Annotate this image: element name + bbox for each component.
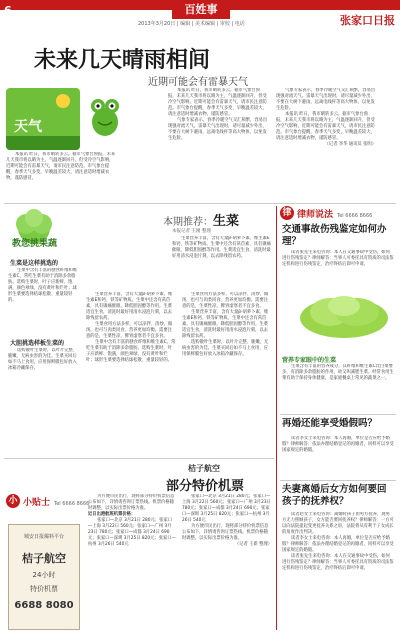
question-heading-2: 大胆挑选样板生菜的 bbox=[10, 340, 65, 347]
airline-advertisement: 城安日报爆料平台 桔子航空 24小时 特价机票 6688 8080 bbox=[8, 524, 80, 630]
lawyer-badge-icon: 律 bbox=[280, 206, 294, 220]
weather-article-intro: 本报讯 昨日，我市晴转多云。据市气象台预报，未来几天我市将以晴为主，气温逐渐回升，但受冷空气影响，近期可能会有雷暴天气，请市民注意防范。市气象台提醒，春季天气多变，早晚温差较大，请注意适时增减衣物，谨防感冒。 bbox=[6, 152, 116, 181]
airline-title: 部分特价机票 bbox=[166, 479, 245, 494]
question-body-1: 生菜中含有丰富的膳食纤维和维生素C，常吃生菜有助于消除多余脂肪。选购生菜时，叶子应新鲜、饱满，颜色翠绿，没有黄叶和烂叶；球形生菜要选择结球松散、重量较轻的。 bbox=[8, 268, 78, 303]
weather-article-col2: 气象专家表示，春季冷暖空气交汇频繁，容易出现强对流天气。雷暴天气出现时，请尽量减少外出，不要在大树下避雨，远离电线杆等高大物体，以免发生危险。 本报讯 昨日，我市晴转多云。据市气象台预报，未来几天我市将以晴为主，气温逐渐回升，但受冷空气影响，近期可能会有雷暴天气，请市民注意防范。市气象台提醒，春季天气多变，早晚温差较大，请注意适时增减衣物，谨防感冒。 （记者 李华 通讯员 张明） bbox=[276, 88, 376, 147]
main-subhead: 近期可能会有雷暴天气 bbox=[148, 77, 248, 88]
question-heading-1: 生菜是这样挑选的 bbox=[10, 260, 59, 267]
section-divider bbox=[4, 203, 396, 204]
lawyer-column-name: 律师说法 bbox=[297, 209, 334, 220]
side-divider-2 bbox=[280, 480, 396, 481]
grass-decoration bbox=[6, 136, 80, 150]
tips-divider bbox=[4, 458, 274, 459]
cabbage-article-col2: 生菜营养丰富，含有大量β-胡萝卜素、维生素E和钙、铁等矿物质。生菜中还含有莴苣素，具有镇痛催眠、降低胆固醇等作用。生菜适宜生食，清洗时最好用清水浸泡片刻，以去除残留农药。 生菜食用方法多样，可以凉拌、清炒、做汤，也可与肉类同食，营养更加均衡。需要注意的是，生菜性凉，脾胃虚寒者不宜多食。 生菜中含有丰富的膳食纤维和维生素C，常吃生菜有助于消除多余脂肪。选购生菜时，叶子应新鲜、饱满，颜色翠绿，没有黄叶和烂叶；球形生菜要选择结球松散、重量较轻的。 bbox=[86, 292, 176, 363]
lawyer-article-3-title: 夫妻离婚后女方如何要回孩子的抚养权？ bbox=[282, 484, 387, 507]
cabbage-byline: 本报记者 王刚 整理 bbox=[172, 229, 211, 234]
tips-header: 小 小贴士 Tel 6666 8666 bbox=[6, 494, 89, 508]
main-headline: 未来几天晴雨相间 bbox=[34, 48, 211, 73]
nutrition-expert-title: 营养专家眼中的生菜 bbox=[282, 357, 337, 364]
lawyer-article-1-body: 读者张先生来电咨询：本人在交通事故中受伤，如何进行伤残鉴定？律师解答：当事人可委托具有资质的司法鉴定机构进行伤残鉴定，治疗终结后即可申请。 bbox=[282, 250, 394, 267]
lawyer-article-2-title: 再婚还能享受婚假吗？ bbox=[282, 418, 378, 429]
lawyer-column-header: 律 律师说法 Tel 6666 8666 bbox=[280, 206, 372, 220]
airline-price-list: 张家口—北京 3月21日 280元；张家口—上海 3月22日 560元；张家口—广州 3月23日 780元；张家口—成都 3月24日 690元；张家口—深圳 3月25日 820元；张家口—杭州 3月26日 540元 为方便市民出行，现将部分特价机票信息公布如下，详情请咨询订票热线。机票价格随时调整，以实际出票价格为准。 （记者 王新 整理） bbox=[182, 494, 272, 547]
fruit-veg-column-title: 教您挑果蔬 bbox=[12, 239, 58, 249]
lettuce-photo bbox=[295, 288, 393, 340]
airline-intro: 为方便市民出行，现将部分特价机票信息公布如下，详情请咨询订票热线。机票价格随时调整，以实际出票价格为准。 近日出港航班机票价格： 张家口—北京 3月21日 280元；张家口—上海 3月22日 560元；张家口—广州 3月23日 780元；张家口—成都 3月24日 690元；张家口—深圳 3月25日 820元；张家口—杭州 3月26日 540元 bbox=[88, 494, 176, 547]
lawyer-article-1-title: 交通事故伤残鉴定如何办理？ bbox=[282, 224, 387, 247]
column-title: 百姓事 bbox=[172, 1, 230, 19]
nutrition-expert-body: 生菜含有丰富的营养成分，其纤维和维生素C比白菜要多，有消除多余脂肪的作用，故又叫减肥生菜。经常食用生菜有助于保持身体健康，是家庭餐桌上常见的蔬菜之一。 bbox=[282, 364, 394, 381]
lawyer-hotline: 6666 8666 bbox=[345, 212, 373, 219]
dateline: 2013年3月20日 | 编辑 | 美术编辑 | 审校 | 电话 bbox=[138, 21, 245, 27]
weather-article-col1: 本报讯 昨日，我市晴转多云。据市气象台预报，未来几天我市将以晴为主，气温逐渐回升，但受冷空气影响，近期可能会有雷暴天气，请市民注意防范。市气象台提醒，春季天气多变，早晚温差较大，请注意适时增减衣物，谨防感冒。 气象专家表示，春季冷暖空气交汇频繁，容易出现强对流天气。雷暴天气出现时，请尽量减少外出，不要在大树下避雨，远离电线杆等高大物体，以免发生危险。 bbox=[168, 88, 268, 141]
sun-icon bbox=[56, 94, 70, 108]
page-number: 6 bbox=[4, 4, 12, 17]
tips-column-name: 小贴士 bbox=[23, 497, 51, 508]
side-column-rule bbox=[276, 206, 277, 630]
cabbage-article-col3: 生菜食用方法多样，可以凉拌、清炒、做汤，也可与肉类同食，营养更加均衡。需要注意的是，生菜性凉，脾胃虚寒者不宜多食。 生菜营养丰富，含有大量β-胡萝卜素、维生素E和钙、铁等矿物质。生菜中还含有莴苣素，具有镇痛催眠、降低胆固醇等作用。生菜适宜生食，清洗时最好用清水浸泡片刻，以去除残留农药。 选购散叶生菜时，以叶片完整、脆嫩、无病虫害的为佳。生菜买回后如不马上食用，应用保鲜膜包好放入冰箱冷藏保存。 bbox=[182, 292, 269, 357]
newspaper-brand: 张家口日报 bbox=[340, 14, 395, 27]
lawyer-article-3-body: 读者赵女士来电咨询：离婚时孩子由男方抚养，现男方无力照顾孩子，女方能否要回抚养权？律师解答：一方可以向法院提起变更抚养关系之诉，法院将从有利于子女成长的角度作出判决。 读者李女士来电咨询：本人再婚，单位是否应给予婚假？律师解答：依法办理结婚登记的再婚者，同样可以享受国家规定的婚假。 读者张先生来电咨询：本人在交通事故中受伤，如何进行伤残鉴定？律师解答：当事人可委托具有资质的司法鉴定机构进行伤残鉴定，治疗终结后即可申请。 bbox=[282, 512, 394, 571]
weather-badge-word: 天气 bbox=[14, 119, 42, 135]
cabbage-intro: 生菜营养丰富，含有大量β-胡萝卜素、维生素E和钙、铁等矿物质。生菜中还含有莴苣素，具有镇痛催眠、降低胆固醇等作用。生菜适宜生食，清洗时最好用清水浸泡片刻，以去除残留农药。 bbox=[172, 236, 271, 259]
tips-badge-icon: 小 bbox=[6, 494, 20, 508]
lawyer-article-2-body: 读者李女士来电咨询：本人再婚，单位是否应给予婚假？律师解答：依法办理结婚登记的再婚者，同样可以享受国家规定的婚假。 bbox=[282, 436, 394, 453]
tips-hotline: 6666 8666 bbox=[62, 500, 90, 507]
side-divider-1 bbox=[280, 414, 396, 415]
question-body-2: 选购散叶生菜时，以叶片完整、脆嫩、无病虫害的为佳。生菜买回后如不马上食用，应用保鲜膜包好放入冰箱冷藏保存。 bbox=[8, 348, 78, 371]
recommendation-title: 本期推荐：生菜 bbox=[163, 214, 240, 229]
airline-kicker: 桔子航空 bbox=[188, 464, 220, 473]
weather-badge bbox=[6, 88, 80, 150]
frog-mascot-icon bbox=[86, 92, 124, 138]
